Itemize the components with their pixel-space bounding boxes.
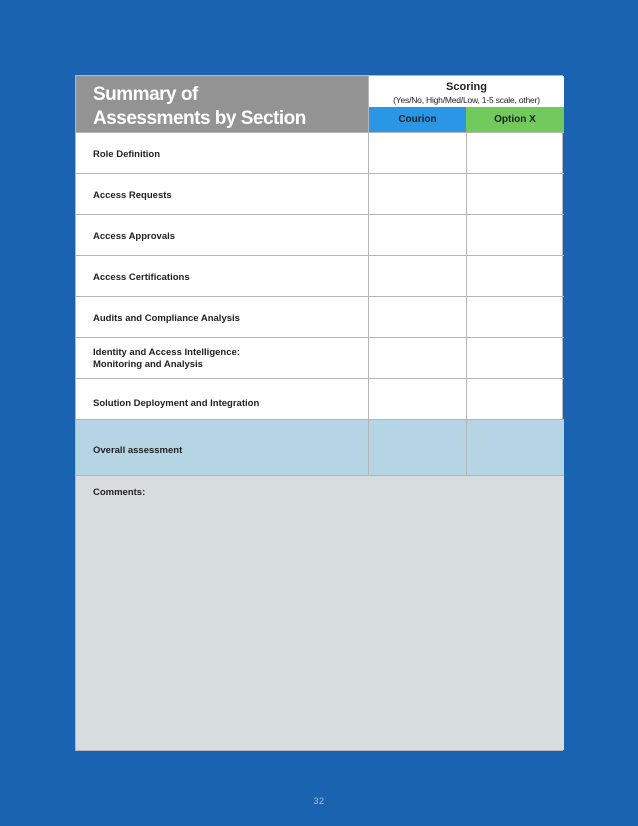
overall-assessment-row: [76, 419, 564, 475]
overall-score-cell-courion[interactable]: [368, 420, 467, 475]
overall-score-cell-option-x[interactable]: [466, 420, 565, 475]
table-row: [76, 255, 564, 296]
table-row: [76, 173, 564, 214]
table-row: [76, 132, 564, 173]
score-cell-courion[interactable]: [368, 379, 467, 419]
score-cell-option-x[interactable]: [466, 297, 565, 337]
comments-label: Comments:: [93, 487, 146, 498]
row-label-audits-compliance: Audits and Compliance Analysis: [93, 313, 240, 324]
score-cell-courion[interactable]: [368, 133, 467, 173]
assessment-summary-table: [75, 75, 563, 751]
page-number: 32: [313, 796, 325, 806]
score-cell-option-x[interactable]: [466, 256, 565, 296]
score-cell-courion[interactable]: [368, 215, 467, 255]
score-cell-courion[interactable]: [368, 338, 467, 378]
option-x-header: Option X: [466, 107, 564, 132]
score-cell-option-x[interactable]: [466, 133, 565, 173]
option-courion-header: Courion: [368, 107, 466, 132]
table-title: [76, 76, 368, 132]
score-cell-option-x[interactable]: [466, 174, 565, 214]
row-label-role-definition: Role Definition: [93, 149, 161, 160]
table-row: [76, 378, 564, 419]
score-cell-courion[interactable]: [368, 256, 467, 296]
table-title-line2: Assessments by Section: [93, 108, 306, 129]
scoring-title: Scoring: [446, 81, 487, 93]
row-label-identity-intelligence-line2: Monitoring and Analysis: [93, 359, 203, 370]
row-label-access-approvals: Access Approvals: [93, 231, 176, 242]
table-row: [76, 214, 564, 255]
table-row: [76, 296, 564, 337]
overall-assessment-label: Overall assessment: [93, 445, 183, 456]
score-cell-courion[interactable]: [368, 174, 467, 214]
score-cell-option-x[interactable]: [466, 379, 565, 419]
scoring-header: [368, 76, 564, 107]
row-label-access-requests: Access Requests: [93, 190, 172, 201]
row-label-solution-deployment: Solution Deployment and Integration: [93, 398, 260, 409]
score-cell-courion[interactable]: [368, 297, 467, 337]
score-cell-option-x[interactable]: [466, 338, 565, 378]
scoring-subtitle: (Yes/No, High/Med/Low, 1-5 scale, other): [393, 95, 540, 105]
table-row: [76, 337, 564, 378]
row-label-identity-intelligence-line1: Identity and Access Intelligence:: [93, 347, 240, 358]
row-label-identity-intelligence: [93, 347, 240, 371]
table-title-line1: Summary of: [93, 84, 198, 105]
comments-area[interactable]: [76, 475, 564, 750]
row-label-access-certifications: Access Certifications: [93, 272, 190, 283]
score-cell-option-x[interactable]: [466, 215, 565, 255]
